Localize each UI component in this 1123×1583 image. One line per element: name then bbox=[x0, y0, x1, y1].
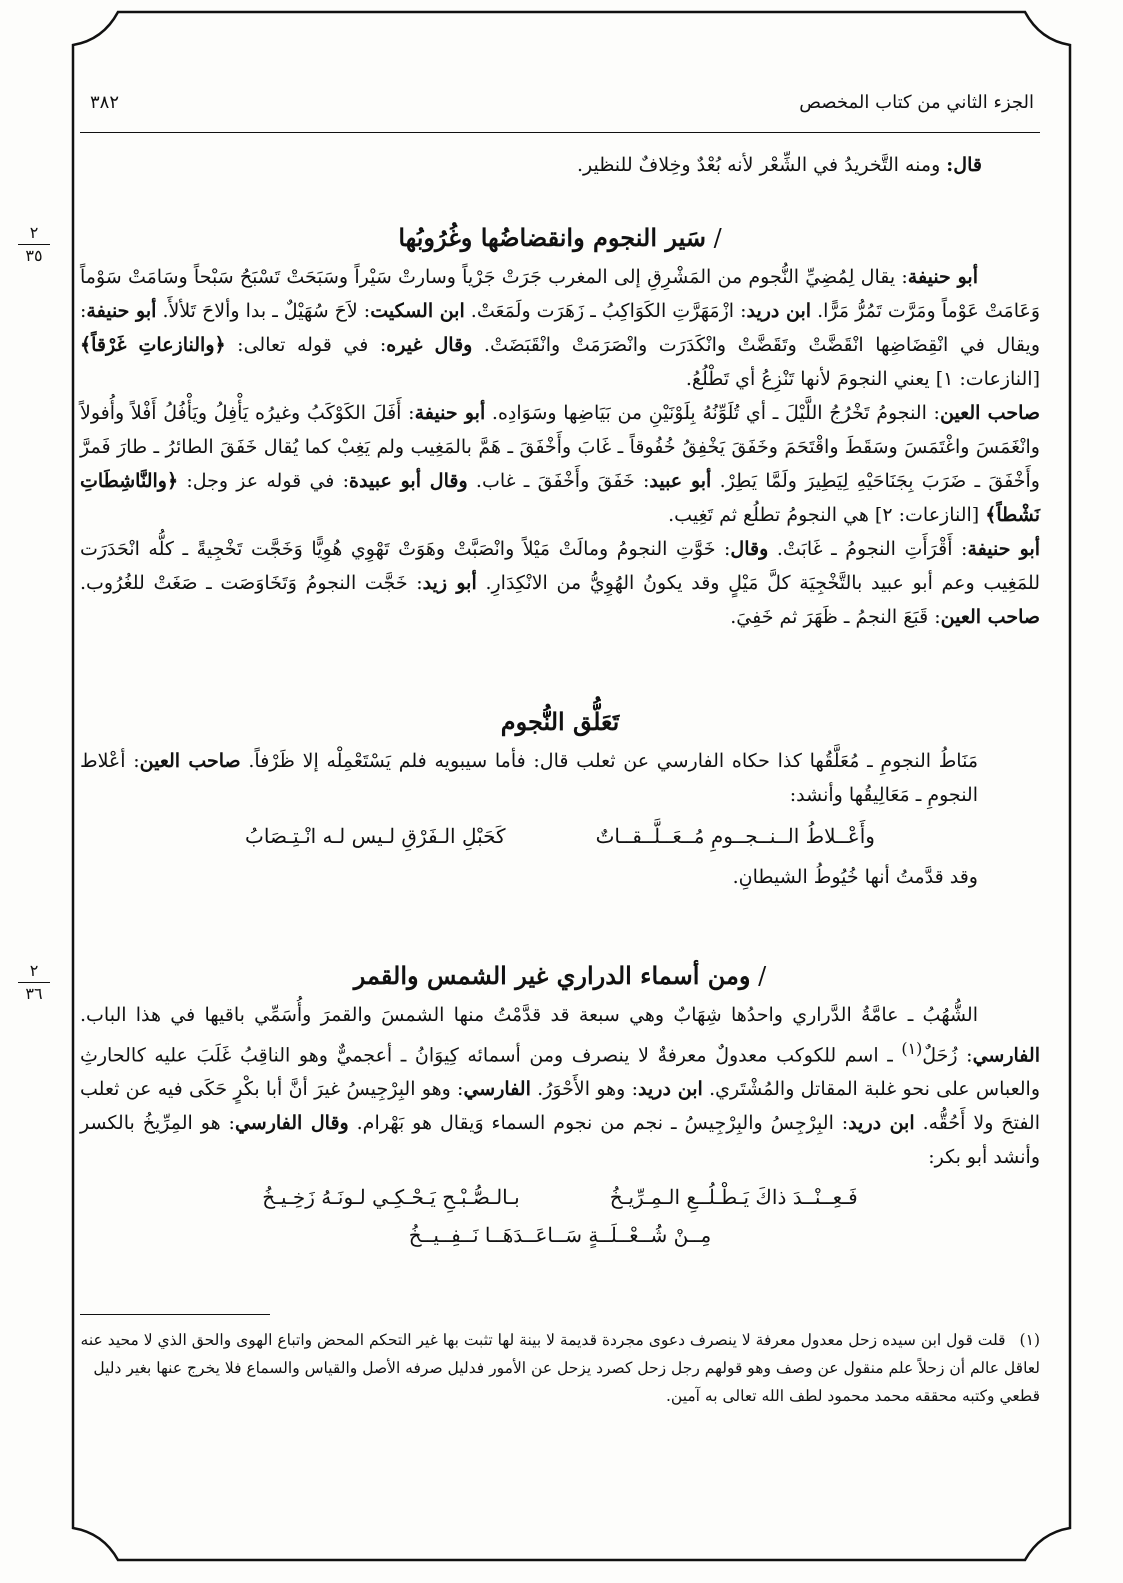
section-3-heading: / ومن أسماء الدراري غير الشمس والقمر bbox=[353, 961, 767, 990]
verse-1-hemistich-second: كَحَبْلِ الـفَرْقِ لـيس لـه انْـتِـصَابُ bbox=[245, 824, 506, 848]
verse-1 bbox=[80, 816, 1040, 856]
section-2-closing: وقد قدَّمتُ أنها خُيُوطُ الشيطانِ. bbox=[732, 866, 978, 888]
intro-label: قال: bbox=[946, 154, 982, 176]
section-1 bbox=[80, 216, 1040, 634]
intro-line bbox=[80, 148, 1040, 182]
section-2-heading: تَعَلُّق النُّجوم bbox=[500, 707, 620, 736]
section-2 bbox=[80, 700, 1040, 894]
header-rule bbox=[80, 132, 1040, 133]
footnote-text: قلت قول ابن سيده زحل معدول معرفة لا ينصرف دعوى مجردة قديمة لا بينة لها تثبت بها غير التحكم المحض واتباع الهوى والحق الذي لا محيد عنه لعاقل عالم أن زحلاً علم منقول عن وصف وهو قولهم رجل زحل كصرد يزحل عن الأمور فدليل صرفه الأصل والقياس والسماع فلا يخرج عنها بغير دليل قطعي وكتبه محققه محمد محمود لطف الله تعالى به آمين. bbox=[80, 1331, 1040, 1405]
margin-reference-2: ٢ ٣٦ bbox=[14, 962, 54, 1003]
footnote-number: (١) bbox=[1019, 1331, 1040, 1349]
verse-1-hemistich-first: وأَعْــلاطُ الــنــجــومِ مُــعَــلَّــقــاتٌ bbox=[595, 824, 875, 848]
section-2-paragraph: مَنَاطُ النجومِ ـ مُعَلَّقُها كذا حكاه الفارسي عن ثعلب قال: فأما سيبويه فلم يَسْتَعْمِلْه إلا ظَرْفاً. صاحب العين: أعْلاط النجومِ ـ مَعَالِيقُها وأنشد: bbox=[80, 750, 978, 806]
section-1-paragraph: صاحب العين: النجومُ تَخْرُجُ اللَّيْلَ ـ أي تُلَوِّنُهُ بِلَوْنَيْنِ من بَيَاضِها وسَوَادِه. أبو حنيفة: أَفَلَ الكَوْكَبُ وغيرُه يَأْفِلُ ويَأْفُلُ أَفْلاً وأُفولاً وانْغَمَسَ واغْتَمَسَ وسَقَطَ واقْتَحَمَ وخَفَقَ يَخْفِقُ خُفُوقاً ـ غَابَ وأَخْفَقَ ـ هَمَّ بالمَغِيب ولم يَغِبْ كما يُقال خَفَقَ الطائرُ ـ طارَ فَمرَّ وأَخْفَقَ ـ ضَرَبَ بِجَنَاحَيْهِ لِيَطِيرَ ولَمَّا يَطِرْ. أبو عبيد: خَفَقَ وأَخْفَقَ ـ غاب. وقال أبو عبيدة: في قوله عز وجل: ﴿والنَّاشِطَاتِ نَشْطاً﴾ [النازعات: ٢] هي النجومُ تطلُع ثم تَغِيب. bbox=[80, 402, 1040, 526]
section-1-heading: / سَير النجوم وانقضاضُها وغُرُوبُها bbox=[398, 223, 722, 252]
section-3 bbox=[80, 954, 1040, 1252]
footnote bbox=[80, 1326, 1040, 1410]
section-1-paragraph: أبو حنيفة: يقال لِمُضِيِّ النُّجوم من المَشْرِقِ إلى المغرب جَرَتْ جَرْياً وسارتْ سَيْراً وسَبَحَتْ تَسْبَحُ سَبْحاً وسَامَتْ سَوْماً وَعَامَتْ عَوْماً ومَرَّت تَمُرُّ مَرًّا. ابن دريد: ازْمَهَرَّتِ الكَوَاكِبُ ـ زَهَرَت ولَمَعَتْ. ابن السكيت: لاَحَ سُهَيْلٌ ـ بدا وألاحَ تَلألأَ. أبو حنيفة: ويقال في انْقِضَاضِها انْقَضَّتْ وتَقَضَّتْ وانْكَدَرَت وانْصَرَمَتْ وانْقَبَضَتْ. وقال غيره: في قوله تعالى: ﴿والنازعاتِ غَرْقاً﴾ [النازعات: ١] يعني النجومَ لأنها تَنْزِعُ أي تَطْلُعُ. bbox=[80, 266, 1040, 390]
verse-2-hemistich-first: فَـعِــنْــدَ ذاكَ يَـطْـلُــعِ الـمِـرِّيـخُ bbox=[609, 1185, 858, 1210]
margin-reference-1: ٢ ٣٥ bbox=[14, 224, 54, 265]
intro-text: ومنه التَّخريدُ في الشِّعْر لأنه بُعْدٌ وخِلافٌ للنظير. bbox=[576, 154, 947, 176]
footnote-rule bbox=[80, 1314, 270, 1315]
page bbox=[25, 82, 1041, 1482]
section-1-paragraph: أبو حنيفة: أَقْرَأَتِ النجومُ ـ غَابَتْ. وقال: خَوَّتِ النجومُ ومالَتْ مَيْلاً وانْصَبَّتْ وهَوَتْ تَهْوِي هُوِيًّا وَخَجَّت تَخْجِيةً ـ كلُّه انْحَدَرَت للمَغِيب وعم أبو عبيد بالتَّخْجِيَة كلَّ مَيْلٍ وقد يكونُ الهُوِيُّ من الانْكِدَارِ. أبو زيد: خَجَّت النجومُ وَتَخَاوَصَت ـ صَغَتْ للغُرُوب. صاحب العين: قَبَعَ النجمُ ـ ظَهَرَ ثم خَفِيَ. bbox=[80, 538, 1041, 628]
verse-2-last-line: مِــنْ شُــعْــلَــةٍ سَــاعَــدَهَــا نَــفِــيــخُ bbox=[408, 1223, 712, 1248]
section-3-paragraph: الشُّهُبُ ـ عامَّةُ الدَّراري واحدُها شِهَابٌ وهي سبعة قد قدَّمْتُ منها الشمسَ والقمرَ وأُسَمِّي باقيها في هذا الباب. الفارسي: زُحَلٌ$^{(١)}$ ـ اسم للكوكب معدولٌ معرفةٌ لا ينصرف ومن أسمائه كِيوَانُ ـ أعجميٌّ وهو الناقِبُ غَلَبَ عليه كالحارثِ والعباس على نحو غلبة المقاتل والمُشْتَري. ابن دريد: وهو الأَحْوَرُ. الفارسي: وهو البِرْجِيسُ غيرَ أنَّ أبا بكْرٍ حَكَى فيه عن ثعلب الفتحَ ولا أَحُقُّه. ابن دريد: البِرْجِسُ والبِرْجِيسُ ـ نجم من نجوم السماء وَيقال هو بَهْرام. وقال الفارسي: هو المِرِّيخُ بالكسر وأنشد أبو بكر: bbox=[80, 1004, 1041, 1169]
book-title: الجزء الثاني من كتاب المخصص bbox=[799, 92, 1034, 113]
page-number: ٣٨٢ bbox=[90, 92, 120, 113]
page-header bbox=[80, 84, 1040, 122]
verse-2 bbox=[80, 1180, 1040, 1214]
verse-2-hemistich-second: بـالـصُّـبْـحِ يَـحْـكِـي لـونَـهُ زَخِـيـخُ bbox=[262, 1185, 520, 1210]
